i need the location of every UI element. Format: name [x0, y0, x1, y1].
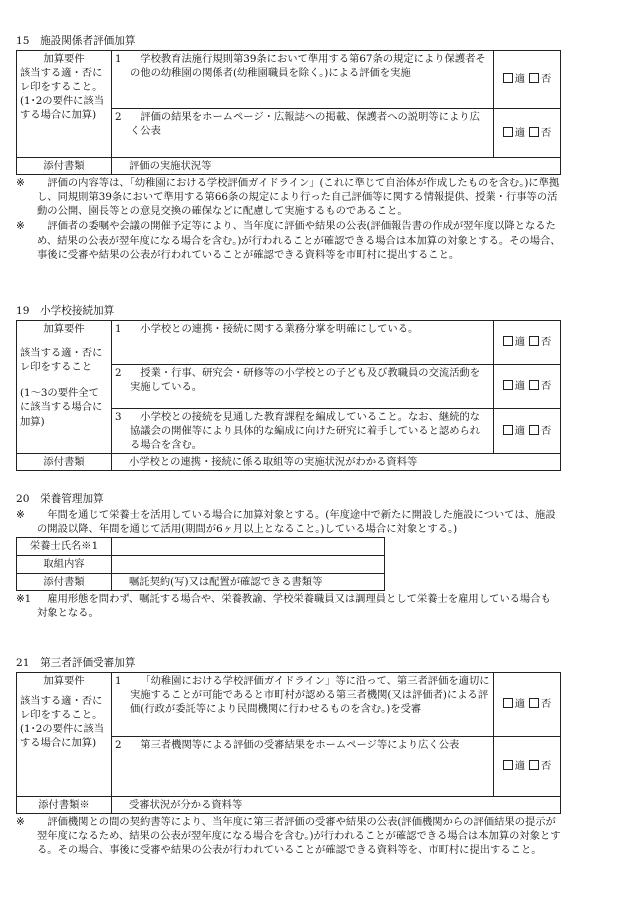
yes-label: 適: [514, 380, 525, 392]
yes-checkbox[interactable]: [503, 380, 513, 390]
yes-label: 適: [514, 73, 525, 85]
no-label: 否: [541, 126, 552, 139]
check-cell: [494, 108, 561, 157]
yes-label: 適: [514, 424, 525, 437]
no-label: 否: [541, 698, 552, 710]
note: ※ 評価の内容等は、「幼稚園における学校評価ガイドライン」(これに準じて自治体が作成したものを含む。)に準拠し、同規則第39条において準用する第66条の規定により行った自己評価等に関する情報提供、授業・行事等の活動の公開、園長等との意見交換の確保などに配慮して実施するものであること。: [16, 176, 560, 218]
check-cell: [494, 50, 561, 108]
yes-checkbox[interactable]: [503, 336, 513, 346]
yes-checkbox[interactable]: [503, 425, 513, 435]
no-checkbox[interactable]: [529, 73, 539, 83]
item-text: 小学校との連携・接続に関する業務分掌を明確にしている。: [128, 320, 494, 364]
note: ※ 評価者の委嘱や会議の開催予定等により、当年度に評価や結果の公表(評価報告書の作成が翌年度以降となるため、結果の公表が翌年度になる場合を含む。)が行われることが確認できる場合は本加算の対象とする。その場合、事後に受審や結果の公表が行われていることが確認できる資料等を市町村に提出すること。: [16, 220, 561, 261]
no-label: 否: [541, 380, 552, 392]
no-checkbox[interactable]: [529, 380, 539, 390]
requirement-note: (1･2の要件に該当する場合に加算): [20, 95, 105, 122]
yes-checkbox[interactable]: [503, 73, 513, 83]
no-checkbox[interactable]: [529, 127, 539, 137]
item-number: 2: [112, 364, 129, 408]
note: ※ 年間を通じて栄養士を活用している場合に加算対象とする。(年度途中で新たに開設した施設については、施設の開設以降、年間を通じて活用(期間が6ヶ月以上となること。)している場合に対象とする。): [16, 508, 556, 535]
requirement-label: 加算要件: [43, 322, 85, 335]
no-checkbox[interactable]: [529, 336, 539, 346]
attachment-text: 嘱託契約(写)又は配置が確認できる書類等: [112, 574, 385, 591]
requirements-table: [16, 320, 561, 472]
attachment-text: 小学校との連携・接続に係る取組等の実施状況がわかる資料等: [112, 454, 561, 471]
yes-checkbox[interactable]: [503, 760, 513, 770]
requirement-header-cell: [17, 672, 112, 796]
activity-field[interactable]: [112, 556, 385, 574]
item-number: 3: [112, 408, 129, 454]
check-cell: [494, 672, 561, 736]
requirement-description: 該当する適・否にレ印をすること。: [20, 66, 103, 94]
section-title: 15 施設関係者評価加算: [16, 35, 136, 47]
item-number: 1: [112, 50, 129, 108]
section-20: [16, 492, 561, 621]
requirement-label: 加算要件: [43, 52, 85, 65]
no-label: 否: [541, 336, 552, 348]
no-label: 否: [541, 760, 552, 772]
item-number: 1: [112, 672, 129, 736]
staff-name-field[interactable]: [112, 538, 385, 556]
check-cell: [494, 408, 561, 454]
requirement-description: 該当する適・否にレ印をすること。: [20, 694, 103, 722]
yes-label: 適: [514, 126, 525, 139]
item-number: 2: [112, 736, 129, 796]
no-checkbox[interactable]: [529, 425, 539, 435]
section-title: 20 栄養管理加算: [16, 493, 104, 505]
attachment-text: 受審状況が分かる資料等: [112, 796, 561, 813]
attachment-label: 添付書類: [17, 157, 112, 174]
requirement-description: 該当する適・否にレ印をすること: [20, 346, 103, 374]
attachment-label: 添付書類: [17, 454, 112, 471]
note: ※ 評価機関との間の契約書等により、当年度に第三者評価の受審や結果の公表(評価機関からの評価結果の提示が翌年度になるため、結果の公表が翌年度になる場合を含む。)が行われることが確認できる場合は本加算の対象とする。その場合、事後に受審や結果の公表が行われていることが確認できる資料等を、市町村に提出すること。: [16, 815, 561, 857]
item-number: 2: [112, 108, 129, 157]
item-text: 評価の結果をホームページ・広報誌への掲載、保護者への説明等により広く公表: [128, 108, 494, 157]
nutrition-table: [16, 537, 385, 591]
row-label: 取組内容: [17, 556, 112, 574]
item-text: 小学校との接続を見通した教育課程を編成していること。なお、継続的な協議会の開催等により具体的な編成に向けた研究に着手していると認められる場合を含む。: [128, 408, 494, 454]
item-number: 1: [112, 320, 129, 364]
check-cell: [494, 320, 561, 364]
item-text: 第三者機関等による評価の受審結果をホームページ等により広く公表: [128, 736, 494, 796]
row-label: 添付書類: [17, 574, 112, 591]
section-title: 19 小学校接続加算: [16, 305, 115, 317]
section-19: [16, 304, 561, 471]
check-cell: [494, 364, 561, 408]
requirement-note: (1･2の要件に該当する場合に加算): [20, 723, 105, 750]
item-text: 学校教育法施行規則第39条において準用する第67条の規定により保護者その他の幼稚園の関係者(幼稚園職員を除く。)による評価を実施: [128, 50, 494, 108]
requirement-header-cell: [17, 320, 112, 454]
section-15: [16, 34, 561, 262]
requirements-table: [16, 50, 561, 175]
attachment-label: 添付書類※: [17, 796, 112, 813]
requirement-header-cell: [17, 50, 112, 157]
no-label: 否: [541, 73, 552, 85]
no-checkbox[interactable]: [529, 698, 539, 708]
yes-checkbox[interactable]: [503, 127, 513, 137]
item-text: 「幼稚園における学校評価ガイドライン」等に沿って、第三者評価を適切に実施することが可能であると市町村が認める第三者機関(又は評価者)による評価(行政が委託等により民間機関に行わせるものを含む。)を受審: [128, 672, 494, 736]
yes-label: 適: [514, 698, 525, 710]
row-label: 栄養士氏名※1: [17, 538, 112, 556]
item-text: 授業・行事、研究会・研修等の小学校との子ども及び教職員の交流活動を実施している。: [128, 364, 494, 408]
section-21: [16, 656, 561, 857]
no-label: 否: [541, 424, 552, 437]
no-checkbox[interactable]: [529, 760, 539, 770]
attachment-text: 評価の実施状況等: [112, 157, 561, 174]
requirement-note: (1～3の要件全てに該当する場合に加算): [20, 387, 103, 428]
requirements-table: [16, 672, 561, 814]
note: ※1 雇用形態を問わず、嘱託する場合や、栄養教諭、学校栄養職員又は調理員として栄養士を雇用している場合も対象となる。: [16, 593, 551, 620]
yes-label: 適: [514, 760, 525, 772]
check-cell: [494, 736, 561, 796]
yes-label: 適: [514, 336, 525, 348]
requirement-label: 加算要件: [43, 674, 85, 687]
section-title: 21 第三者評価受審加算: [16, 657, 136, 669]
yes-checkbox[interactable]: [503, 698, 513, 708]
